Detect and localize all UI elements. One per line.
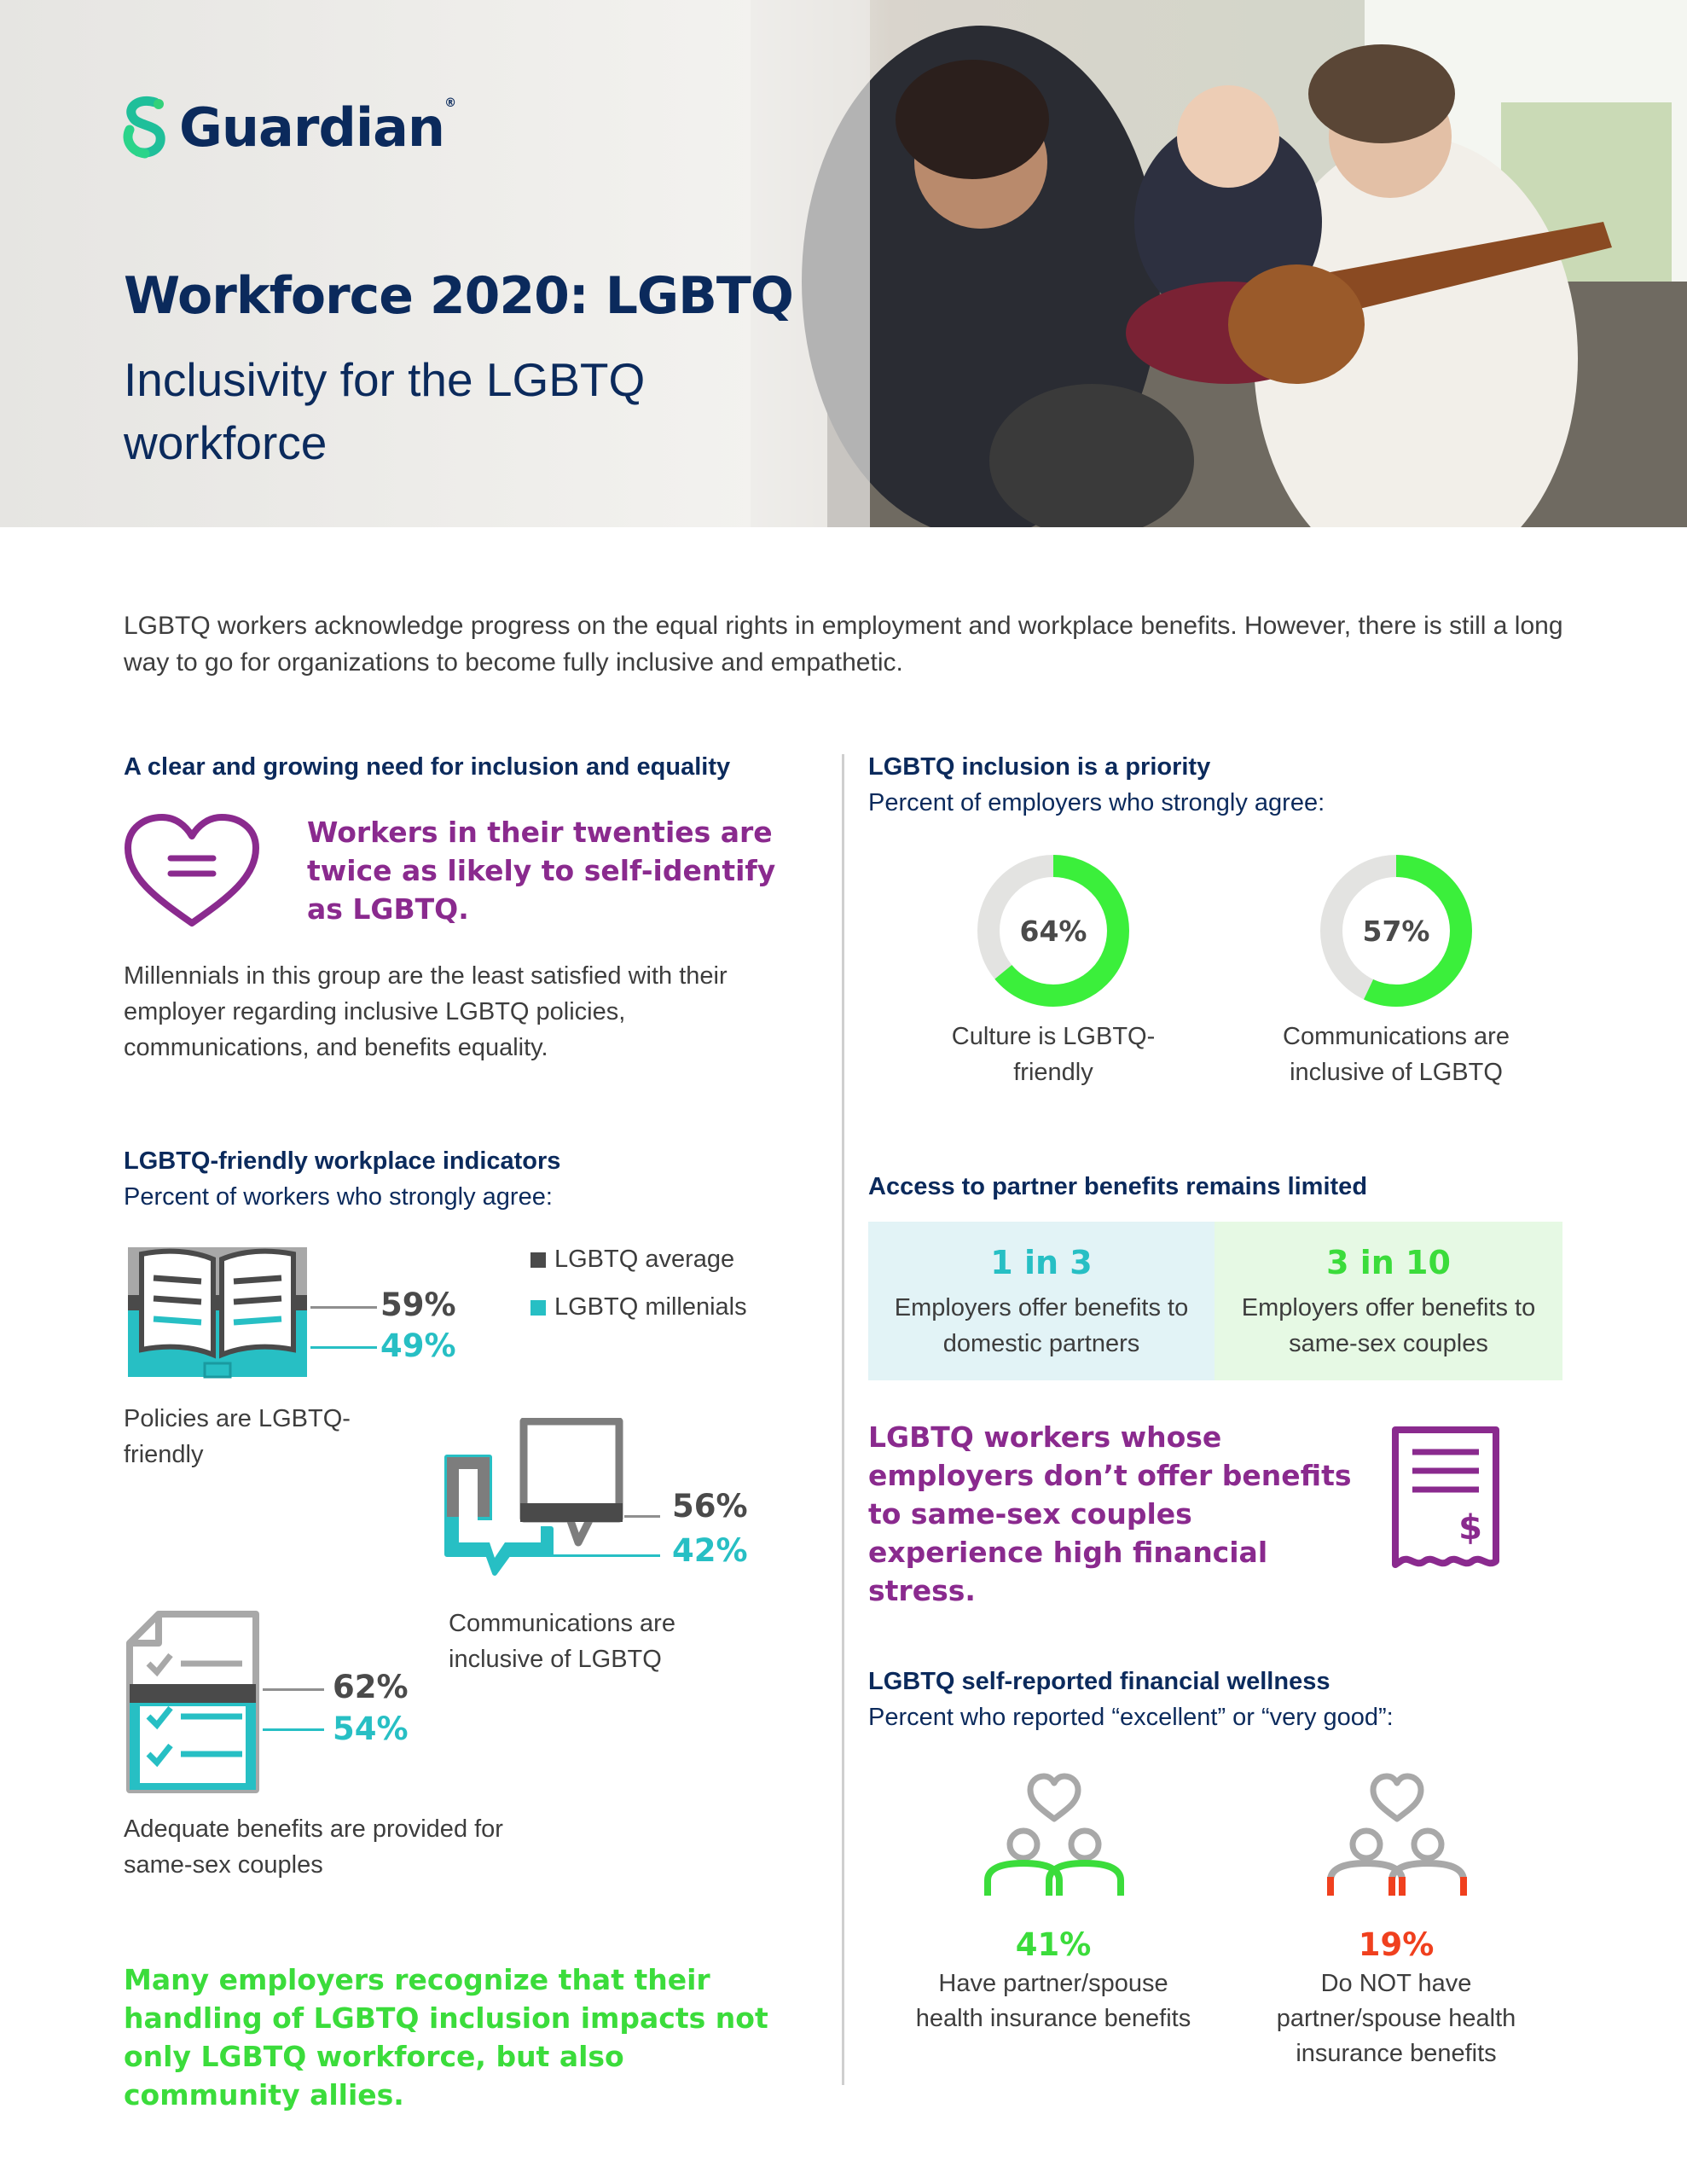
domestic-partner-text: Employers offer benefits to domestic partners <box>894 1294 1189 1357</box>
indicators-subheading: Percent of workers who strongly agree: <box>124 1183 553 1211</box>
speech-bubbles-icon <box>440 1418 628 1590</box>
indicators-heading: LGBTQ-friendly workplace indicators <box>124 1147 561 1175</box>
intro-paragraph: LGBTQ workers acknowledge progress on the equal rights in employment and workplace benefits. However, there is still a long way to go for organizations to become fully inclusive and empathetic. <box>124 612 1563 677</box>
insured-caption: Have partner/spouse health insurance benefits <box>915 1970 1191 2032</box>
heart-icon <box>121 812 263 932</box>
brand-reg: ® <box>444 96 456 110</box>
couple-uninsured-icon <box>1324 1766 1470 1899</box>
column-divider <box>842 754 844 2085</box>
comms-millennials-leader <box>546 1554 660 1557</box>
comms-average-leader <box>624 1515 660 1518</box>
culture-donut <box>972 850 1134 1012</box>
policies-average-value: 59% <box>380 1287 456 1323</box>
wellness-subheading: Percent who reported “excellent” or “very good”: <box>868 1704 1394 1731</box>
communications-donut-value: 57% <box>1362 914 1430 948</box>
family-photo <box>751 0 1687 527</box>
priority-subheading: Percent of employers who strongly agree: <box>868 789 1325 816</box>
need-highlight: Workers in their twenties are twice as likely to self-identify as LGBTQ. <box>307 816 776 926</box>
communications-caption: Communications are inclusive of LGBTQ <box>1283 1023 1510 1086</box>
culture-donut-value: 64% <box>1019 914 1087 948</box>
benefits-label: Adequate benefits are provided for same-sex couples <box>124 1815 503 1879</box>
legend-millennials-label: LGBTQ millenials <box>554 1293 747 1321</box>
domestic-partner-box <box>868 1222 1215 1380</box>
benefits-average-value: 62% <box>333 1669 409 1705</box>
page-title: Workforce 2020: LGBTQ <box>124 266 793 326</box>
legend-millennials-swatch <box>530 1300 546 1316</box>
benefits-millennials-leader <box>263 1728 324 1731</box>
benefits-millennials-value: 54% <box>333 1711 409 1747</box>
same-sex-text: Employers offer benefits to same-sex couples <box>1241 1294 1536 1357</box>
need-heading: A clear and growing need for inclusion and equality <box>124 753 731 781</box>
page-subtitle: Inclusivity for the LGBTQ workforce <box>124 353 646 469</box>
legend-average-label: LGBTQ average <box>554 1246 735 1273</box>
same-sex-stat: 3 in 10 <box>1326 1244 1451 1281</box>
financial-stress-statement: LGBTQ workers whose employers don’t offer benefits to same-sex couples experience high financial stress. <box>868 1420 1352 1607</box>
wellness-heading: LGBTQ self-reported financial wellness <box>868 1668 1330 1695</box>
closing-statement: Many employers recognize that their handling of LGBTQ inclusion impacts not only LGBTQ workforce, but also community allies. <box>124 1963 768 2111</box>
couple-insured-icon <box>981 1766 1128 1899</box>
legend-average <box>530 1246 734 1274</box>
policies-millennials-value: 49% <box>380 1327 456 1364</box>
checklist-icon <box>125 1611 264 1795</box>
insured-value: 41% <box>1015 1926 1092 1963</box>
guardian-logo-icon <box>121 96 167 159</box>
brand-name: Guardian <box>179 96 445 159</box>
communications-donut <box>1315 850 1477 1012</box>
comms-millennials-value: 42% <box>672 1532 748 1569</box>
guardian-logo <box>121 96 455 159</box>
need-body: Millennials in this group are the least satisfied with their employer regarding inclusive LGBTQ policies, communications, and benefits equality. <box>124 962 728 1061</box>
culture-caption: Culture is LGBTQ-friendly <box>951 1023 1156 1086</box>
benefits-average-leader <box>263 1688 324 1691</box>
legend-average-swatch <box>530 1252 546 1268</box>
receipt-dollar-icon <box>1388 1425 1503 1575</box>
policies-millennials-leader <box>310 1346 377 1349</box>
svg-text:$: $ <box>1458 1508 1482 1548</box>
same-sex-box <box>1215 1222 1562 1380</box>
open-book-icon <box>125 1244 310 1380</box>
partner-heading: Access to partner benefits remains limited <box>868 1173 1368 1200</box>
domestic-partner-stat: 1 in 3 <box>990 1244 1093 1281</box>
priority-heading: LGBTQ inclusion is a priority <box>868 753 1211 781</box>
comms-average-value: 56% <box>672 1488 748 1525</box>
legend-millennials <box>530 1293 747 1321</box>
comms-label: Communications are inclusive of LGBTQ <box>449 1610 675 1673</box>
policies-label: Policies are LGBTQ-friendly <box>124 1405 351 1468</box>
uninsured-value: 19% <box>1358 1926 1435 1963</box>
policies-average-leader <box>310 1306 377 1309</box>
uninsured-caption: Do NOT have partner/spouse health insurance benefits <box>1276 1970 1516 2067</box>
